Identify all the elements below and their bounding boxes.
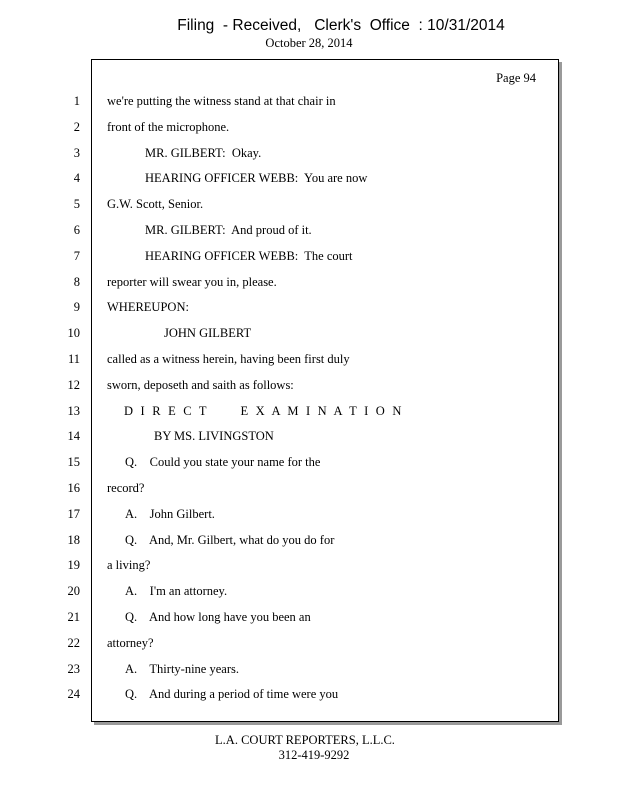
transcript-line: A. I'm an attorney. [125, 584, 228, 599]
witness-name: JOHN GILBERT [164, 326, 252, 341]
transcript-line: HEARING OFFICER WEBB: You are now [145, 171, 368, 186]
filing-stamp: Filing - Received, Clerk's Office : 10/31/2014 [177, 17, 505, 34]
transcript-line: front of the microphone. [107, 119, 230, 134]
line-number: 7 [73, 248, 80, 263]
line-number: 23 [67, 661, 80, 676]
line-number: 19 [67, 558, 80, 573]
line-number: 17 [67, 506, 80, 521]
line-number: 10 [67, 326, 80, 341]
line-number: 5 [73, 197, 80, 212]
line-number: 21 [67, 609, 80, 624]
line-number: 9 [73, 300, 80, 315]
court-reporter-phone: 312-419-9292 [278, 748, 350, 762]
transcript-line: reporter will swear you in, please. [107, 274, 277, 289]
line-number: 24 [67, 687, 80, 702]
line-number: 8 [73, 274, 80, 289]
examiner-line: BY MS. LIVINGSTON [154, 429, 274, 444]
transcript-line: MR. GILBERT: Okay. [145, 145, 262, 160]
page-number: Page 94 [496, 71, 536, 85]
transcript-line: attorney? [107, 635, 154, 650]
examination-heading: D I R E C T E X A M I N A T I O N [124, 403, 404, 418]
line-number: 12 [67, 377, 80, 392]
line-number: 11 [67, 351, 80, 366]
transcript-line: called as a witness herein, having been first duly [107, 351, 350, 366]
line-number: 20 [67, 584, 80, 599]
line-number: 3 [73, 145, 80, 160]
line-number: 13 [67, 403, 80, 418]
line-number-column [40, 93, 80, 712]
transcript-line: Q. And how long have you been an [125, 609, 311, 624]
line-number: 6 [73, 222, 80, 237]
line-number: 16 [67, 480, 80, 495]
transcript-line: we're putting the witness stand at that chair in [107, 94, 336, 108]
line-number: 14 [67, 429, 80, 444]
line-number: 22 [67, 635, 80, 650]
transcript-line: sworn, deposeth and saith as follows: [107, 377, 294, 392]
transcript-line: A. Thirty-nine years. [125, 661, 239, 676]
transcript-text-column [107, 93, 547, 712]
line-number: 4 [73, 171, 80, 186]
transcript-line: A. John Gilbert. [125, 506, 215, 521]
line-number: 2 [73, 119, 80, 134]
court-reporter-company: L.A. COURT REPORTERS, L.L.C. [215, 733, 395, 747]
transcript-line: G.W. Scott, Senior. [107, 197, 204, 212]
transcript-line: WHEREUPON: [107, 300, 189, 315]
transcript-line: Q. And, Mr. Gilbert, what do you do for [125, 532, 335, 547]
transcript-line: a living? [107, 558, 151, 573]
line-number: 1 [73, 94, 80, 108]
line-number: 18 [67, 532, 80, 547]
transcript-line: Q. Could you state your name for the [125, 455, 321, 470]
transcript-date: October 28, 2014 [265, 36, 353, 50]
line-number: 15 [67, 455, 80, 470]
transcript-line: HEARING OFFICER WEBB: The court [145, 248, 353, 263]
transcript-line: Q. And during a period of time were you [125, 687, 339, 702]
transcript-line: record? [107, 480, 145, 495]
transcript-line: MR. GILBERT: And proud of it. [145, 222, 312, 237]
